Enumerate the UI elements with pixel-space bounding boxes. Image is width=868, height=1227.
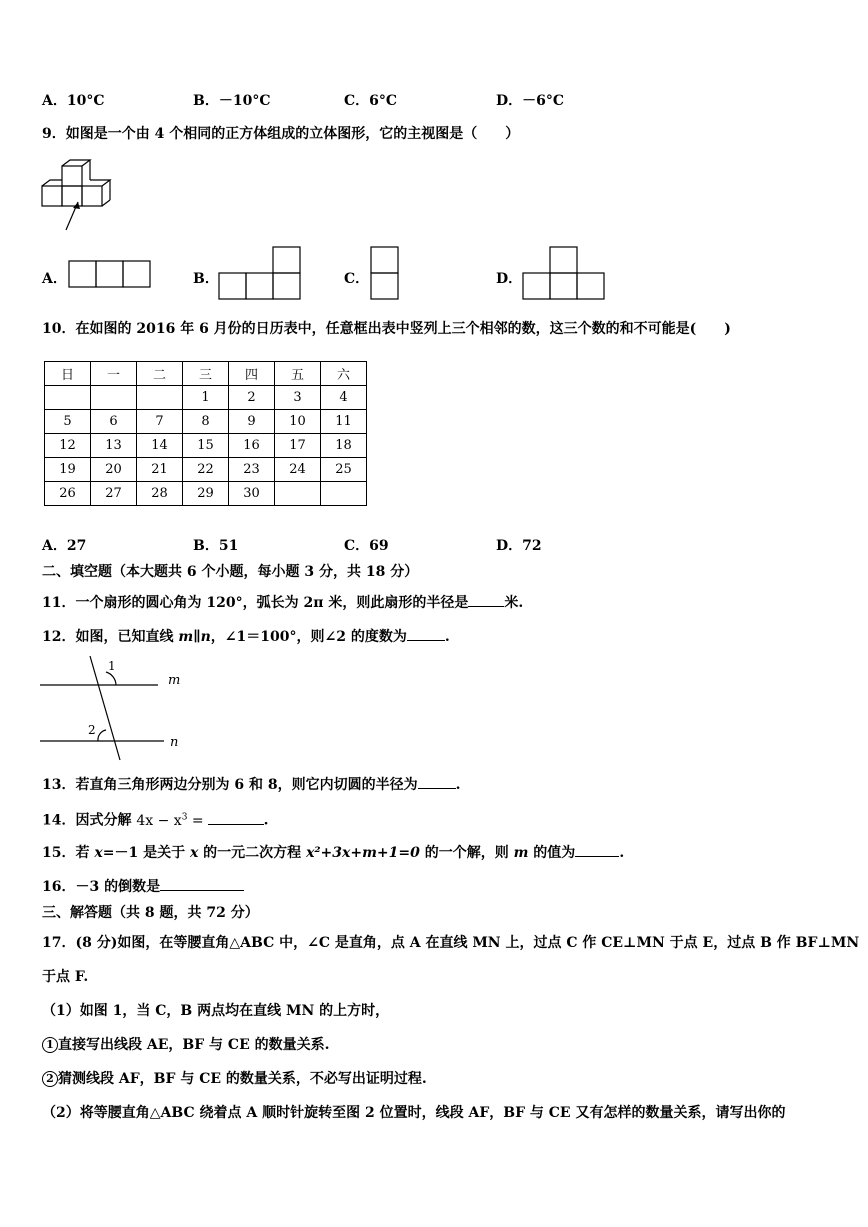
q17-line-2: 于点 F.: [42, 969, 89, 985]
q15-answer-blank[interactable]: [575, 842, 619, 857]
calendar-header-row: [45, 362, 367, 386]
section-2-heading: 二、填空题（本大题共 6 个小题，每小题 3 分，共 18 分）: [42, 564, 419, 580]
calendar-cell: [275, 482, 321, 506]
q15-text-mid4: 的值为: [528, 845, 576, 861]
q17-sub-1-text: 直接写出线段 AE，BF 与 CE 的数量关系.: [58, 1037, 330, 1053]
q10-option-a: [42, 537, 86, 555]
calendar-header-cell: 六: [321, 362, 367, 386]
calendar-cell: 18: [321, 434, 367, 458]
circled-number-1: 1: [42, 1037, 58, 1053]
q9-stem: 9．如图是一个由 4 个相同的正方体组成的立体图形，它的主视图是（ ）: [42, 126, 520, 142]
option-text: －6°C: [522, 93, 565, 109]
calendar-cell: 3: [275, 386, 321, 410]
q9-cube-figure: [38, 158, 118, 238]
q15-text-mid2: 的一元二次方程: [198, 845, 307, 861]
q16-text: 16．－3 的倒数是: [42, 879, 161, 895]
q14-expr-eq: =: [187, 812, 204, 829]
calendar-row: [45, 458, 367, 482]
calendar-header-cell: 三: [183, 362, 229, 386]
calendar-cell: [91, 386, 137, 410]
q15-text-mid1: =－1 是关于: [102, 845, 190, 861]
q14-answer-blank[interactable]: [208, 810, 264, 825]
option-text: －10°C: [218, 93, 271, 109]
q12-var-m: m: [178, 629, 194, 645]
q15-text-mid3: 的一个解，则: [419, 845, 514, 861]
calendar-cell: 19: [45, 458, 91, 482]
q9-option-b-label: B．: [193, 271, 219, 287]
option-text: 27: [66, 538, 87, 554]
q13-text: 13．若直角三角形两边分别为 6 和 8，则它内切圆的半径为: [42, 777, 418, 793]
q9-option-d-figure: [522, 246, 606, 302]
q9-option-c-figure: [370, 246, 400, 302]
q13: [42, 774, 460, 794]
calendar-cell: 21: [137, 458, 183, 482]
option-text: 51: [218, 538, 239, 554]
calendar-cell: 5: [45, 410, 91, 434]
q8-option-c: [344, 92, 397, 110]
q14-expression: [136, 813, 203, 829]
calendar-header-cell: 五: [275, 362, 321, 386]
q8-option-d: [496, 92, 564, 110]
q15-var-x2: x: [189, 845, 199, 861]
calendar-cell: 25: [321, 458, 367, 482]
calendar-cell: 20: [91, 458, 137, 482]
q12-answer-blank[interactable]: [407, 626, 445, 641]
q12-parallel-lines-figure: [38, 654, 198, 764]
calendar-cell: 13: [91, 434, 137, 458]
calendar-table: [44, 361, 367, 506]
calendar-cell: 11: [321, 410, 367, 434]
calendar-cell: 30: [229, 482, 275, 506]
calendar-cell: 9: [229, 410, 275, 434]
q15-text-end: .: [619, 845, 625, 861]
calendar-cell: 7: [137, 410, 183, 434]
q12: [42, 626, 450, 646]
calendar-cell: [137, 386, 183, 410]
q10-option-d: [496, 537, 542, 555]
calendar-cell: 6: [91, 410, 137, 434]
calendar-header-cell: 二: [137, 362, 183, 386]
calendar-cell: [321, 482, 367, 506]
calendar-row: [45, 410, 367, 434]
q10-option-b: [193, 537, 238, 555]
calendar-cell: [45, 386, 91, 410]
q14-text: 14．因式分解: [42, 812, 132, 829]
calendar-cell: 27: [91, 482, 137, 506]
q12-var-n: n: [200, 629, 211, 645]
q16-answer-blank[interactable]: [160, 876, 244, 891]
q12-text: 12．如图，已知直线: [42, 629, 179, 645]
calendar-header-cell: 四: [229, 362, 275, 386]
q11-text: 11．一个扇形的圆心角为 120°，弧长为 2π 米，则此扇形的半径是: [42, 595, 469, 611]
q15-text: 15．若: [42, 845, 95, 861]
option-label: C．: [344, 93, 370, 109]
calendar-row: [45, 482, 367, 506]
option-text: 6°C: [369, 93, 398, 109]
option-label: A．: [42, 538, 67, 554]
q17-sub-1: [42, 1036, 330, 1054]
q15-equation: x²+3x+m+1=0: [306, 845, 420, 861]
calendar-cell: 22: [183, 458, 229, 482]
q12-angle-1-label: 1: [108, 659, 116, 673]
q17-sub-2: [42, 1070, 427, 1088]
q15-var-x: x: [94, 845, 103, 861]
option-label: D．: [496, 538, 523, 554]
calendar-cell: 12: [45, 434, 91, 458]
q15: [42, 842, 624, 862]
calendar-cell: 26: [45, 482, 91, 506]
option-label: B．: [193, 93, 219, 109]
calendar-cell: 23: [229, 458, 275, 482]
option-text: 69: [369, 538, 389, 554]
calendar-cell: 14: [137, 434, 183, 458]
calendar-cell: 17: [275, 434, 321, 458]
q17-part-1: （1）如图 1，当 C，B 两点均在直线 MN 的上方时，: [42, 1003, 390, 1019]
q9-option-d-label: D．: [496, 271, 523, 287]
calendar-cell: 4: [321, 386, 367, 410]
option-label: B．: [193, 538, 219, 554]
q8-option-a: [42, 92, 105, 110]
calendar-cell: 24: [275, 458, 321, 482]
q12-parallel: ∥: [193, 629, 201, 645]
q14-expr-base: 4x − x: [136, 812, 182, 829]
q11-text-end: 米.: [504, 595, 524, 611]
calendar-cell: 8: [183, 410, 229, 434]
q8-option-b: [193, 92, 270, 110]
q9-option-a-label: A．: [42, 271, 67, 287]
option-text: 72: [522, 538, 542, 554]
q16: [42, 876, 244, 896]
section-3-heading: 三、解答题（共 8 题，共 72 分）: [42, 905, 259, 921]
q12-angle-2-label: 2: [88, 723, 96, 737]
q9-option-c-label: C．: [344, 271, 370, 287]
calendar-cell: 10: [275, 410, 321, 434]
q13-answer-blank[interactable]: [418, 774, 456, 789]
option-text: 10°C: [66, 93, 105, 109]
q13-text-end: .: [455, 777, 461, 793]
calendar-cell: 16: [229, 434, 275, 458]
calendar-cell: 2: [229, 386, 275, 410]
calendar-cell: 1: [183, 386, 229, 410]
q12-text-post: ，∠1＝100°，则∠2 的度数为: [210, 629, 407, 645]
q10-stem: 10．在如图的 2016 年 6 月份的日历表中，任意框出表中竖列上三个相邻的数，这三个数的和不可能是( ): [42, 321, 731, 337]
calendar-row: [45, 434, 367, 458]
q14-text-end: .: [263, 812, 269, 829]
q17-sub-2-text: 猜测线段 AF，BF 与 CE 的数量关系，不必写出证明过程.: [58, 1071, 427, 1087]
q10-option-c: [344, 537, 389, 555]
calendar-cell: 28: [137, 482, 183, 506]
q12-text-end: .: [444, 629, 450, 645]
q11-answer-blank[interactable]: [468, 592, 504, 607]
option-label: D．: [496, 93, 523, 109]
q12-line-n-label: n: [170, 735, 179, 750]
calendar-cell: 15: [183, 434, 229, 458]
q17-line-1: 17．(8 分)如图，在等腰直角△ABC 中，∠C 是直角，点 A 在直线 MN 上，过点 C 作 CE⊥MN 于点 E，过点 B 作 BF⊥MN: [42, 935, 860, 951]
calendar-cell: 29: [183, 482, 229, 506]
q14: [42, 808, 269, 830]
calendar-header-cell: 一: [91, 362, 137, 386]
q12-line-m-label: m: [168, 673, 181, 688]
q17-part-2: （2）将等腰直角△ABC 绕着点 A 顺时针旋转至图 2 位置时，线段 AF，BF 与 CE 又有怎样的数量关系，请写出你的: [42, 1105, 786, 1121]
q15-var-m: m: [513, 845, 529, 861]
q14-expr-exponent: 3: [181, 812, 188, 822]
calendar-header-cell: 日: [45, 362, 91, 386]
circled-number-2: 2: [42, 1071, 58, 1087]
q11: [42, 592, 523, 612]
q9-option-a-figure: [68, 260, 152, 290]
q9-option-b-figure: [218, 246, 302, 302]
option-label: A．: [42, 93, 67, 109]
option-label: C．: [344, 538, 370, 554]
calendar-row: [45, 386, 367, 410]
